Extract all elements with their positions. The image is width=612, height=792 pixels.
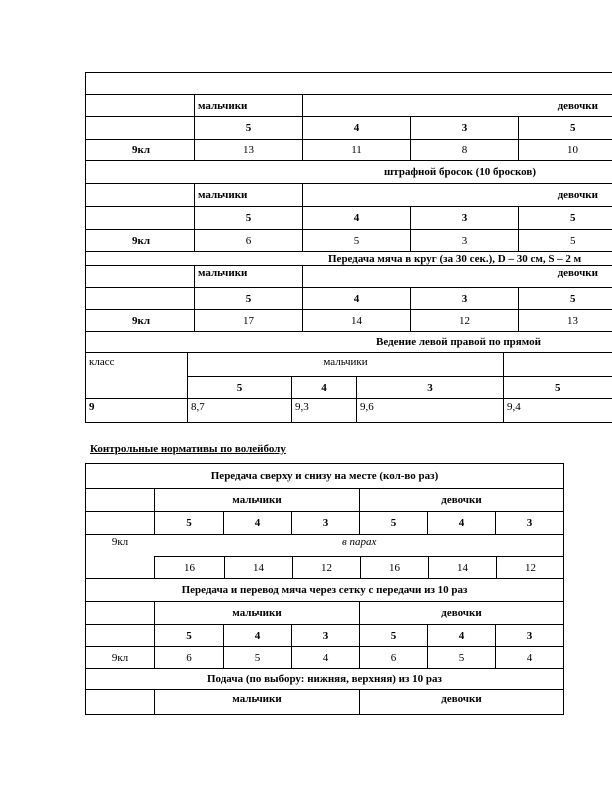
grade-cell: 5 [187,376,291,398]
table-row [85,511,564,535]
table-row [85,488,564,512]
girls-header: девочки [302,184,612,206]
table-row [85,601,564,625]
value-cell: 14 [302,310,410,331]
grade-cell: 5 [518,117,612,139]
table-row [85,183,612,207]
value-cell: 16 [184,562,195,574]
grade-cell: 5 [194,207,302,229]
value-cell: 13 [518,310,612,331]
grade-cell: 3 [291,512,359,534]
grade-cell: 4 [302,288,410,309]
test-title: Передача сверху и снизу на месте (кол-во раз) [210,470,439,482]
test-title: Передача и перевод мяча через сетку с передачи из 10 раз [181,584,468,596]
table-row [85,251,612,266]
value-cell: 14 [224,557,292,579]
table-row [85,624,564,647]
grade-cell: 3 [495,512,563,534]
value-cell: 8 [410,140,518,160]
grade-cell: 5 [194,288,302,309]
grade-cell: 3 [495,625,563,646]
table-row [85,689,564,715]
value-cell: 4 [495,647,563,668]
value-cell: 6 [194,230,302,251]
grade-cell: 4 [427,625,495,646]
value-cell: 5 [223,647,291,668]
table-row [85,668,564,690]
table-row [85,463,564,489]
table-row [85,376,612,399]
grade-cell: 3 [410,207,518,229]
class-cell: 9кл [132,314,151,327]
table-row [85,352,612,377]
value-cell: 14 [428,557,496,579]
value-cell: 17 [194,310,302,331]
value-cell: 13 [194,140,302,160]
table-row [85,331,612,353]
table-row [85,116,612,140]
class-cell: 9кл [132,234,151,247]
boys-header: мальчики [154,489,359,511]
grade-cell: 5 [154,625,223,646]
grade-cell: 4 [302,117,410,139]
grade-cell: 5 [359,512,427,534]
table-row [85,398,612,423]
table-row [85,160,612,184]
class-cell: 9кл [132,144,151,156]
value-cell: 8,7 [187,399,291,422]
value-cell: 9,6 [356,399,503,422]
grade-cell: 4 [223,512,291,534]
table-row [85,265,612,288]
value-cell: 3 [410,230,518,251]
boys-header: мальчики [194,266,302,287]
table-row [85,206,612,230]
test-title: штрафной бросок (10 бросков) [384,166,537,178]
value-cell: 16 [360,557,428,579]
boys-header: мальчики [194,184,302,206]
value-cell: 9,4 [503,399,612,422]
value-cell: 5 [427,647,495,668]
value-cell: 6 [154,647,223,668]
value-cell: 5 [302,230,410,251]
girls-header: девочки [302,95,612,116]
girls-header: девочки [359,489,563,511]
test-title: Подача (по выбору: нижняя, верхняя) из 10 раз [207,673,442,685]
grade-cell: 4 [291,376,356,398]
note-text: в парах [342,536,377,548]
grade-cell: 3 [410,117,518,139]
value-cell: 10 [518,140,612,160]
table-row [85,309,612,332]
grade-cell: 3 [410,288,518,309]
boys-header: мальчики [194,95,302,116]
value-cell: 11 [302,140,410,160]
grade-cell: 5 [359,625,427,646]
grade-cell: 5 [518,288,612,309]
grade-cell: 5 [503,376,612,398]
boys-header: мальчики [154,690,359,714]
girls-header: девочки [359,602,563,624]
table-row [85,139,612,161]
grade-cell: 3 [291,625,359,646]
test-title: Ведение левой правой по прямой [376,336,541,348]
value-cell: 12 [292,557,360,579]
girls-header: девочки [359,690,563,714]
grade-cell: 4 [427,512,495,534]
table-row [85,229,612,252]
class-cell: 9кл [111,536,129,548]
grade-cell: 5 [194,117,302,139]
value-cell: 9,3 [291,399,356,422]
volleyball-heading: Контрольные нормативы по волейболу [90,443,286,455]
test-title: Передача мяча в круг (за 30 сек.), D – 30 см, S – 2 м [328,252,582,265]
table-row [85,94,612,117]
class-label: класс [89,356,115,368]
value-cell: 5 [518,230,612,251]
grade-cell: 4 [223,625,291,646]
table-row [85,287,612,310]
grade-cell: 4 [302,207,410,229]
table-row [85,578,564,602]
class-cell: 9 [89,401,95,413]
value-cell: 12 [410,310,518,331]
table-row [85,534,564,579]
girls-header: девочки [302,266,612,287]
value-cell: 12 [496,557,564,579]
value-cell: 4 [291,647,359,668]
table-row [85,72,612,95]
boys-header: мальчики [154,602,359,624]
table-row [85,646,564,669]
grade-cell: 5 [518,207,612,229]
value-cell: 6 [359,647,427,668]
class-cell: 9кл [111,651,129,664]
boys-header: мальчики [187,353,503,377]
grade-cell: 5 [154,512,223,534]
grade-cell: 3 [356,376,503,398]
